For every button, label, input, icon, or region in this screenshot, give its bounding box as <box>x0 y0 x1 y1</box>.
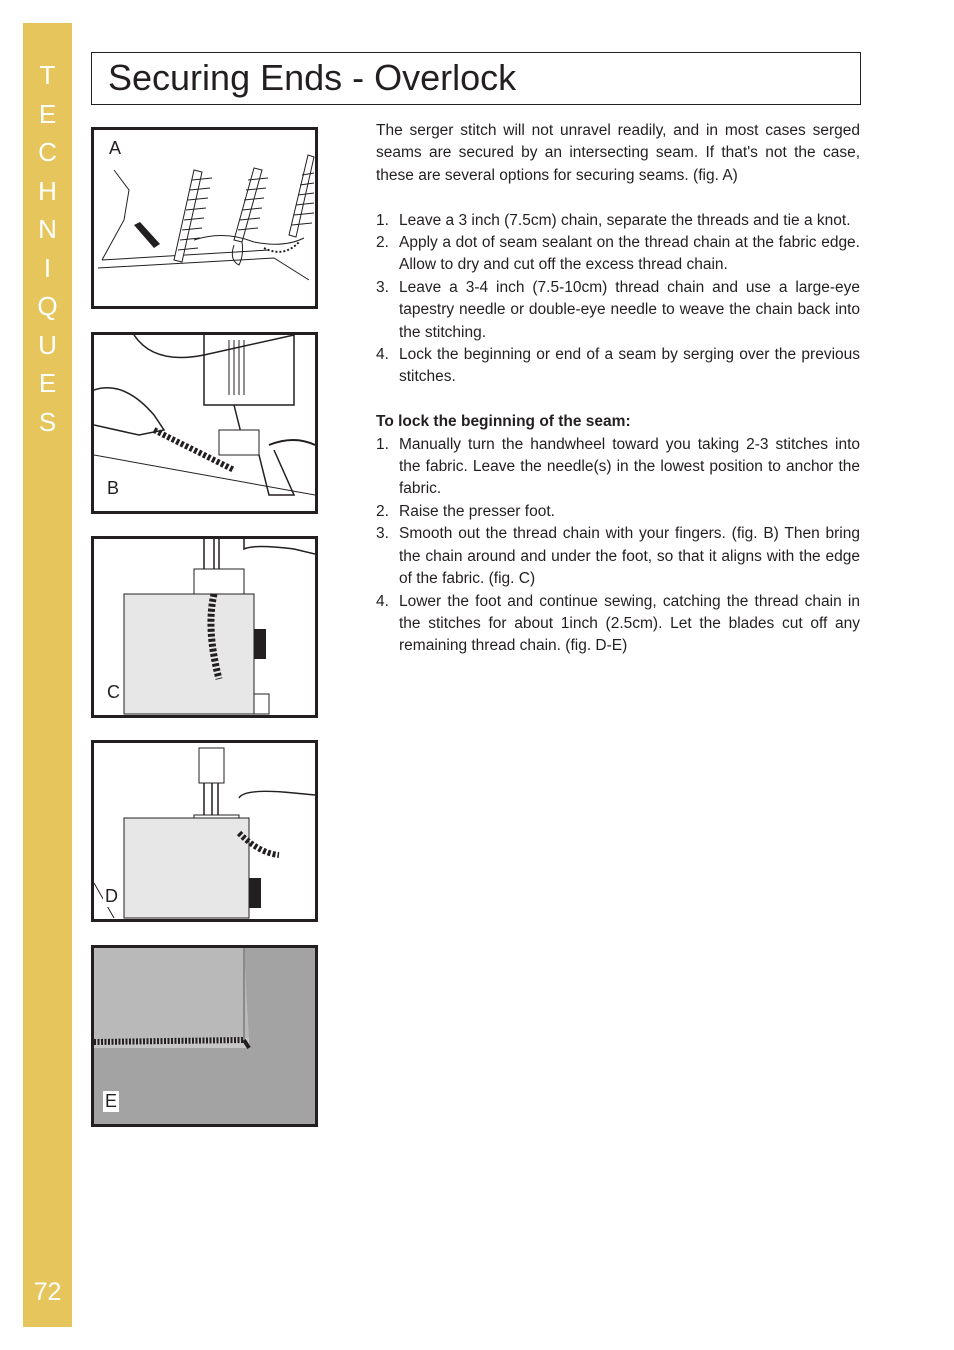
intro-paragraph: The serger stitch will not unravel readily, and in most cases serged seams are secured by an intersecting seam. If that's not the case, these are several options for securing seams. (fig. A) <box>376 122 860 184</box>
options-list <box>376 210 860 389</box>
sidebar-letter: I <box>43 252 52 283</box>
sidebar-letter: E <box>38 98 57 129</box>
list-item: 4. Lock the beginning or end of a seam by serging over the previous stitches. <box>376 346 860 386</box>
figure-label: A <box>109 138 122 158</box>
figure-a-illustration <box>94 130 315 306</box>
sidebar-letter: S <box>38 406 57 437</box>
list-item: 2. Apply a dot of seam sealant on the thread chain at the fabric edge. Allow to dry and cut off the excess thread chain. <box>376 234 860 274</box>
body-text <box>376 120 860 658</box>
sidebar-letter: E <box>38 368 57 398</box>
list-item: 4. Lower the foot and continue sewing, catching the thread chain in the stitches for about 1inch (2.5cm). Let the blades cut off any remaining thread chain. (fig. D-E) <box>376 592 860 655</box>
sidebar-letter: Q <box>37 291 58 321</box>
section-heading: To lock the beginning of the seam: <box>376 413 631 431</box>
list-item: 3. Leave a 3-4 inch (7.5-10cm) thread chain and use a large-eye tapestry needle or double-eye needle to weave the chain back into the stitching. <box>376 278 860 341</box>
sidebar-letter: U <box>38 329 57 360</box>
page-number: 72 <box>33 1278 62 1306</box>
figure-label: E <box>105 1091 118 1111</box>
sidebar-letter: H <box>38 175 57 206</box>
figure-label: D <box>105 886 118 906</box>
figure-b-illustration <box>94 335 315 511</box>
figure-a <box>91 127 318 309</box>
list-item: 3. Smooth out the thread chain with your fingers. (fig. B) Then bring the chain around and under the foot, so that it aligns with the edge of the fabric. (fig. C) <box>376 525 860 588</box>
figure-c <box>91 536 318 718</box>
figure-d <box>91 740 318 922</box>
figure-b <box>91 332 318 514</box>
list-item: 2. Raise the presser foot. <box>376 502 555 520</box>
figure-e-illustration <box>94 948 315 1124</box>
sidebar-letter: T <box>39 60 56 90</box>
figure-label: C <box>107 682 120 702</box>
lock-steps-list <box>376 434 860 658</box>
sidebar-letter: C <box>38 137 57 167</box>
figure-e <box>91 945 318 1127</box>
sidebar-title <box>23 56 72 441</box>
list-item: 1. Manually turn the handwheel toward you taking 2-3 stitches into the fabric. Leave the needle(s) in the lowest position to anchor the fabric. <box>376 435 860 498</box>
list-item: 1. Leave a 3 inch (7.5cm) chain, separate the threads and tie a knot. <box>376 211 851 229</box>
sidebar-tab <box>23 23 72 1327</box>
figure-label: B <box>107 478 120 498</box>
page-title: Securing Ends - Overlock <box>108 57 517 98</box>
figure-c-illustration <box>94 539 315 715</box>
title-box <box>91 52 861 105</box>
figure-d-illustration <box>94 743 315 919</box>
sidebar-letter: N <box>38 214 57 244</box>
